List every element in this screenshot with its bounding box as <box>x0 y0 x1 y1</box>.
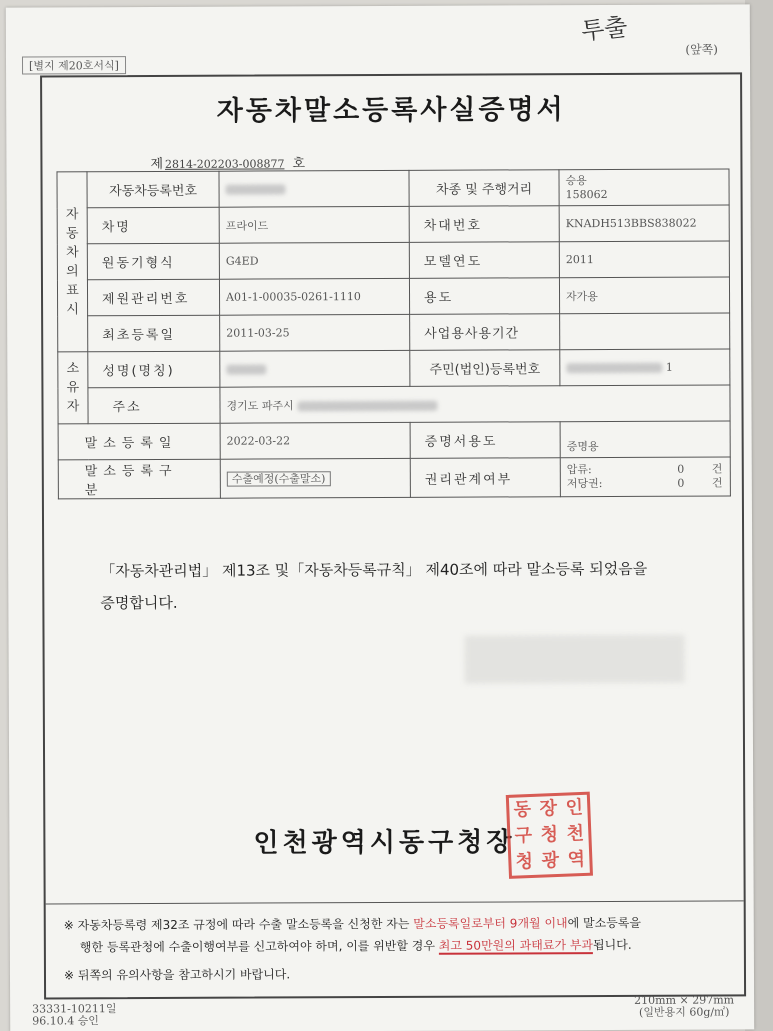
note-text: 됩니다. <box>592 937 632 953</box>
certificate-sheet <box>6 4 754 1031</box>
doc-number-suffix: 호 <box>292 156 306 172</box>
seizure-unit: 건 <box>711 462 723 476</box>
first-reg-label: 최초등록일 <box>88 315 220 352</box>
owner-id-tail: 1 <box>665 360 673 374</box>
address-value <box>220 385 730 423</box>
car-type: 승용 <box>565 173 587 187</box>
table-row <box>58 385 730 424</box>
spec-value: A01-1-00035-0261-1110 <box>219 278 409 315</box>
table-row <box>58 349 730 388</box>
spec-label: 제원관리번호 <box>87 279 219 316</box>
table-row <box>58 313 730 352</box>
form-id: [별지 제20호서식] <box>22 56 126 74</box>
cancel-type-value <box>220 458 410 498</box>
table-row <box>57 241 729 280</box>
engine-label: 원동기형식 <box>87 243 219 280</box>
document-number <box>150 152 305 172</box>
redacted-owner-id <box>566 363 662 373</box>
redacted-owner-name <box>226 364 266 374</box>
engine-value: G4ED <box>219 242 409 279</box>
note-text: 에 말소등록을 <box>567 915 642 931</box>
note-2: ※ 뒤쪽의 유의사항을 참고하시기 바랍니다. <box>63 967 291 983</box>
issuer-name: 인천광역시동구청장 <box>253 827 516 859</box>
cancel-type-text: 수출예정(수출말소) <box>227 471 331 486</box>
note-text: ※ 자동차등록령 제32조 규정에 따라 수출 말소등록을 신청한 자는 <box>63 916 414 933</box>
table-row <box>58 457 730 499</box>
reg-no-value <box>219 170 409 207</box>
car-type-label: 차종 및 주행거리 <box>409 170 559 207</box>
usage-label: 용도 <box>409 278 559 315</box>
cancel-type-label: 말소등록구분 <box>58 459 220 499</box>
seal-char: 역 <box>567 848 586 871</box>
seizure-row <box>567 462 724 477</box>
car-name-value: 프라이드 <box>219 206 409 243</box>
owner-id-value <box>560 349 730 386</box>
footer-left <box>32 1003 116 1027</box>
section-owner <box>58 352 88 424</box>
model-year-value: 2011 <box>559 241 729 278</box>
footer-approval: 96.10.4 승인 <box>32 1014 99 1028</box>
address-text: 경기도 파주시 <box>226 398 294 413</box>
doc-number-prefix: 제 <box>150 156 164 172</box>
seal-char: 장 <box>539 797 558 820</box>
seal-char: 청 <box>540 823 559 846</box>
note-highlight: 최고 50만원의 과태료가 부과 <box>438 938 594 953</box>
footer-right <box>634 994 734 1018</box>
table-row <box>57 169 729 208</box>
business-period-label: 사업용사용기간 <box>410 314 560 351</box>
rights-label: 권리관계여부 <box>410 458 560 498</box>
vin-label: 차대번호 <box>409 206 559 243</box>
redacted-area <box>465 635 685 684</box>
model-year-label: 모델연도 <box>409 242 559 279</box>
section-owner-label: 소유자 <box>66 361 80 415</box>
paper-size: 210mm × 297mm <box>634 993 735 1007</box>
redacted-address <box>297 400 437 411</box>
section-vehicle <box>57 172 88 352</box>
owner-name-value <box>220 350 410 387</box>
seal-char: 동 <box>513 798 532 821</box>
owner-name-label: 성명(명칭) <box>88 351 220 388</box>
cancel-date-value: 2022-03-22 <box>220 422 410 459</box>
car-type-value <box>559 169 729 206</box>
cert-use-value: 증명용 <box>560 421 730 458</box>
paper-weight: (일반용지 60g/㎡) <box>638 1005 730 1019</box>
info-table <box>56 168 730 499</box>
statement-line-1: 「자동차관리법」 제13조 및「자동차등록규칙」 제40조에 따라 말소등록 되었음을 <box>100 559 648 581</box>
mileage: 158062 <box>565 187 608 201</box>
first-reg-value: 2011-03-25 <box>220 314 410 351</box>
document-title: 자동차말소등록사실증명서 <box>216 94 566 127</box>
reg-no-label: 자동차등록번호 <box>87 171 219 208</box>
rights-value <box>560 457 730 497</box>
statement-line-2: 증명합니다. <box>100 593 178 613</box>
cancel-date-label: 말소등록일 <box>58 423 220 460</box>
footer-code: 33331-10211일 <box>32 1002 117 1016</box>
seizure-count: 0 <box>677 462 685 476</box>
notes-section <box>46 900 744 997</box>
front-side-label: (앞쪽) <box>685 42 718 57</box>
seal-char: 인 <box>565 796 584 819</box>
redacted-reg-no <box>226 184 286 194</box>
seal-char: 천 <box>566 822 585 845</box>
cert-use-label: 증명서용도 <box>410 422 560 459</box>
note-text: 행한 등록관청에 수출이행여부를 신고하여야 하며, 이를 위반할 경우 <box>79 938 439 955</box>
business-period-value <box>560 313 730 350</box>
seal-char: 구 <box>514 824 533 847</box>
car-name-label: 차명 <box>87 207 219 244</box>
table-row <box>57 277 729 316</box>
mortgage-row <box>567 476 724 491</box>
section-vehicle-label: 자동차의 표시 <box>65 206 79 317</box>
seal-char: 청 <box>515 850 534 873</box>
note-1-line-1 <box>64 911 726 936</box>
seizure-label: 압류: <box>566 463 592 477</box>
seal-char: 광 <box>541 849 560 872</box>
note-1-line-2 <box>64 933 726 958</box>
table-row <box>57 205 729 244</box>
vin-value: KNADH513BBS838022 <box>559 205 729 242</box>
certification-statement <box>100 553 720 620</box>
official-seal <box>506 792 593 879</box>
usage-value: 자가용 <box>559 277 729 314</box>
doc-number-value: 2814-202203-008877 <box>164 157 285 171</box>
owner-id-label: 주민(법인)등록번호 <box>410 350 560 387</box>
mortgage-label: 저당권: <box>566 477 603 491</box>
table-row <box>58 421 730 460</box>
address-label: 주소 <box>88 387 220 424</box>
mortgage-count: 0 <box>677 476 685 490</box>
form-frame <box>40 72 746 999</box>
handwritten-note: 투출 <box>579 12 629 46</box>
mortgage-unit: 건 <box>711 476 723 490</box>
note-highlight: 말소등록일로부터 9개월 이내 <box>413 916 568 931</box>
